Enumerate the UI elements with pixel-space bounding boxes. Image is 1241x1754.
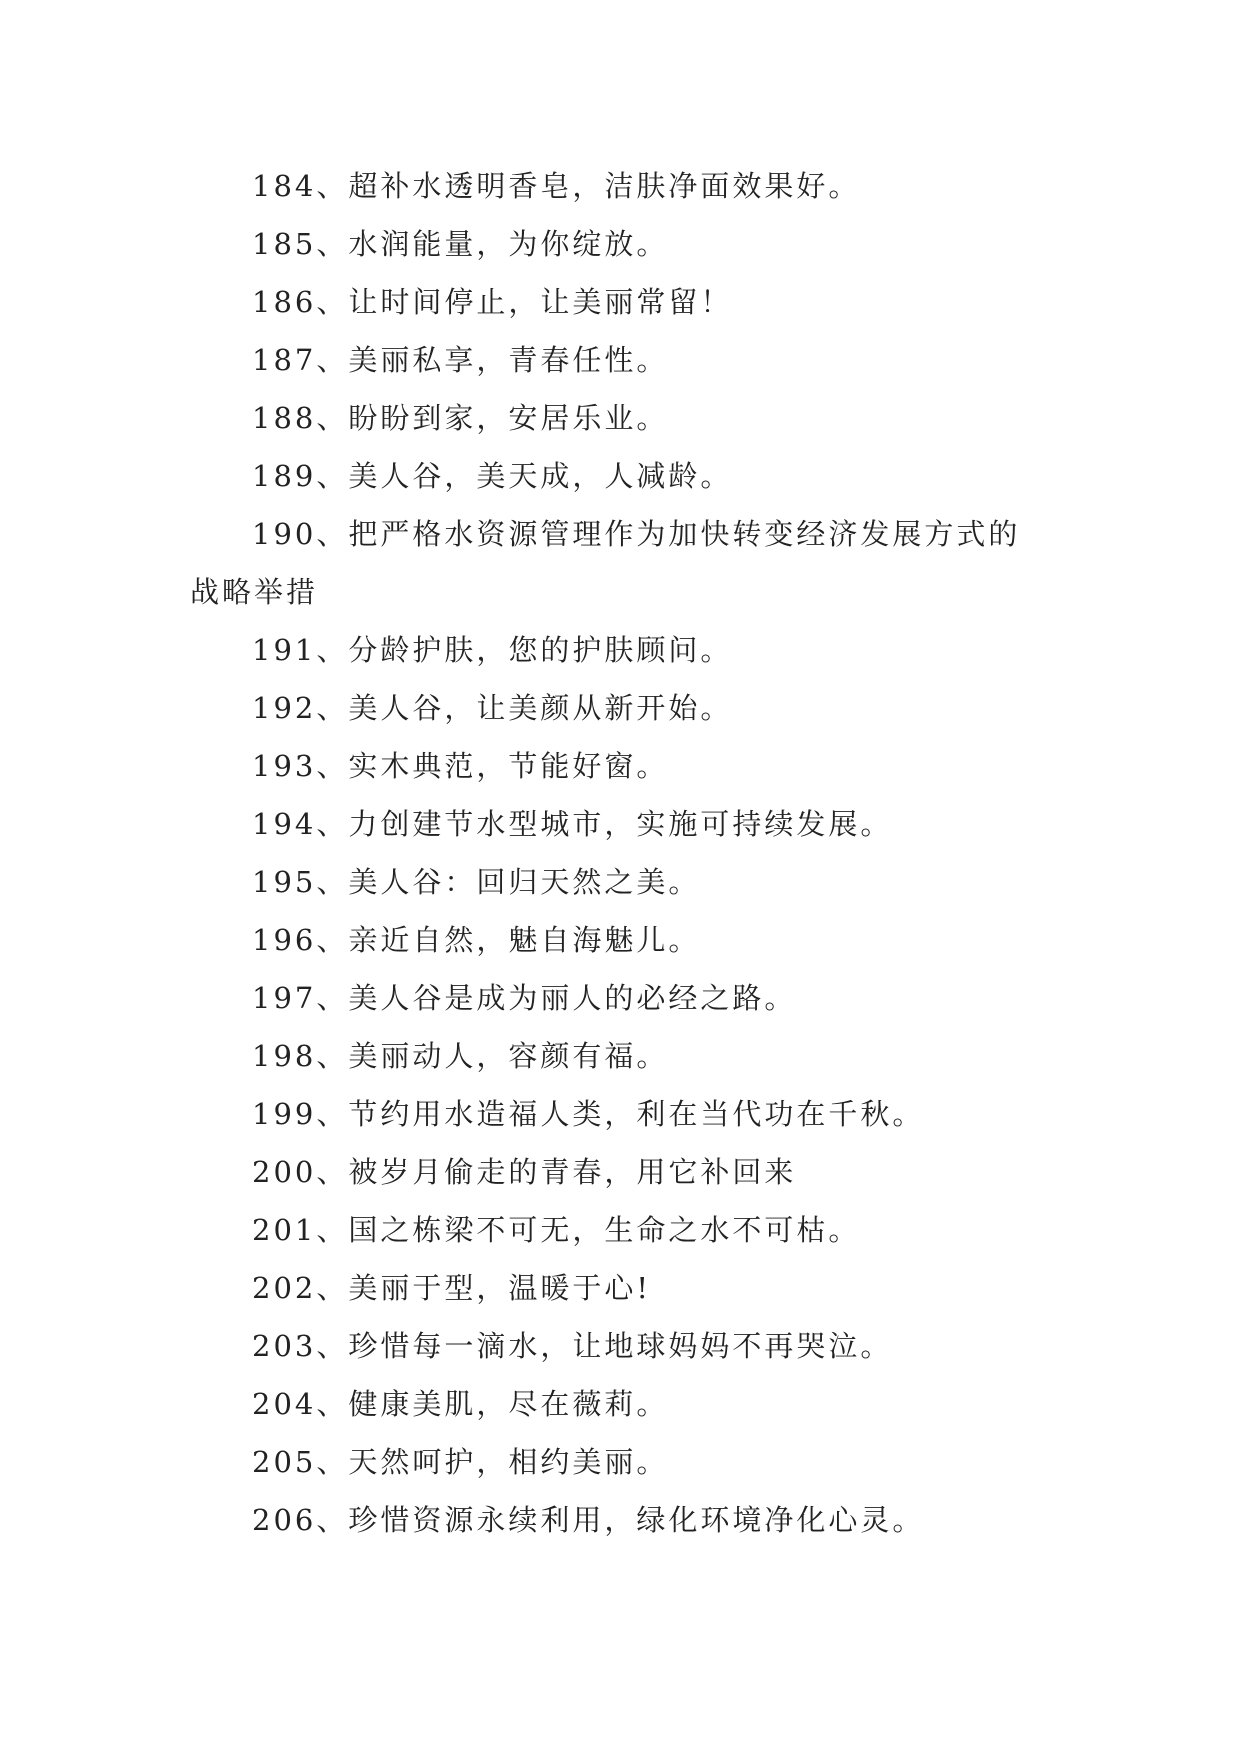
list-item: 188、盼盼到家，安居乐业。 <box>252 401 669 435</box>
list-item: 194、力创建节水型城市，实施可持续发展。 <box>252 807 893 841</box>
list-item: 187、美丽私享，青春任性。 <box>252 343 669 377</box>
list-item: 191、分龄护肤，您的护肤顾问。 <box>252 633 733 667</box>
list-item: 184、超补水透明香皂，洁肤净面效果好。 <box>252 169 861 203</box>
list-item: 198、美丽动人，容颜有福。 <box>252 1039 669 1073</box>
list-item: 196、亲近自然，魅自海魅儿。 <box>252 923 701 957</box>
list-item: 201、国之栋梁不可无，生命之水不可枯。 <box>252 1213 861 1247</box>
list-item: 204、健康美肌，尽在薇莉。 <box>252 1387 669 1421</box>
list-item: 186、让时间停止，让美丽常留！ <box>252 285 733 319</box>
list-item: 192、美人谷，让美颜从新开始。 <box>252 691 733 725</box>
list-item: 195、美人谷：回归天然之美。 <box>252 865 701 899</box>
list-item: 193、实木典范，节能好窗。 <box>252 749 669 783</box>
list-item: 206、珍惜资源永续利用，绿化环境净化心灵。 <box>252 1503 925 1537</box>
list-item: 199、节约用水造福人类，利在当代功在千秋。 <box>252 1097 925 1131</box>
list-item-continuation: 战略举措 <box>190 575 319 609</box>
list-item: 203、珍惜每一滴水，让地球妈妈不再哭泣。 <box>252 1329 893 1363</box>
list-item: 202、美丽于型，温暖于心! <box>252 1271 652 1305</box>
list-item: 189、美人谷，美天成，人减龄。 <box>252 459 733 493</box>
list-item: 190、把严格水资源管理作为加快转变经济发展方式的 <box>252 517 1021 551</box>
list-item: 200、被岁月偷走的青春，用它补回来 <box>252 1155 797 1189</box>
document-body <box>190 157 1065 1549</box>
list-item: 197、美人谷是成为丽人的必经之路。 <box>252 981 797 1015</box>
list-item: 205、天然呵护，相约美丽。 <box>252 1445 669 1479</box>
list-item: 185、水润能量，为你绽放。 <box>252 227 669 261</box>
